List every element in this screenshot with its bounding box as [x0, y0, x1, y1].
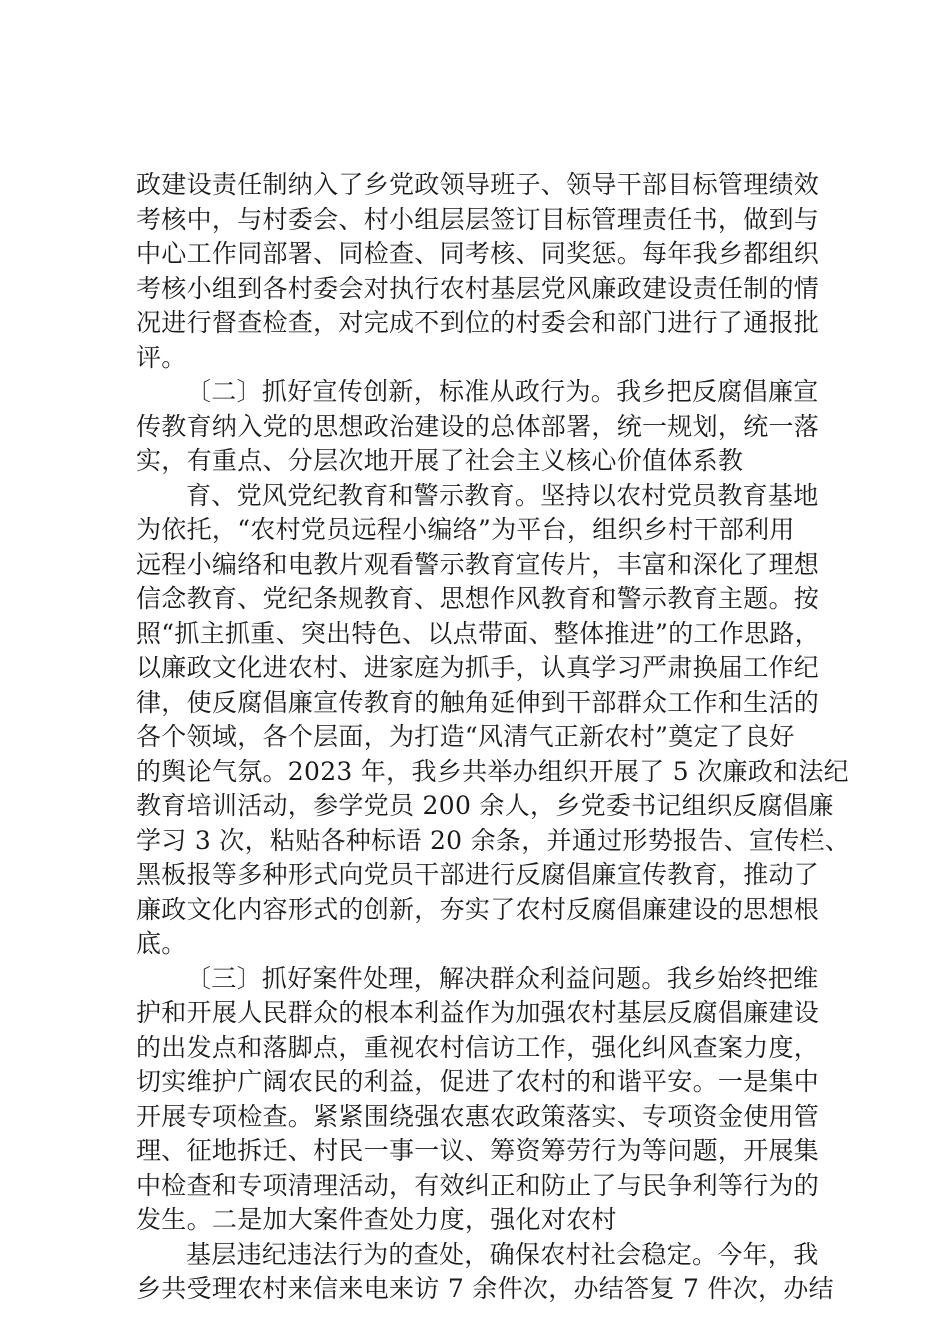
text-line: 以廉政文化进农村、进家庭为抓手，认真学习严肃换届工作纪 [136, 653, 820, 682]
text-line: 律，使反腐倡廉宣传教育的触角延伸到干部群众工作和生活的 [136, 687, 820, 717]
text-line: 发生。二是加大案件查处力度，强化对农村 [136, 1205, 617, 1234]
text-line: 实，有重点、分层次地开展了社会主义核心价值体系教 [136, 446, 744, 475]
text-line: 教育培训活动，参学党员 200 余人，乡党委书记组织反腐倡廉 [136, 791, 834, 820]
text-line: 信念教育、党纪条规教育、思想作风教育和警示教育主题。按 [136, 584, 820, 613]
text-line: 护和开展人民群众的根本利益作为加强农村基层反腐倡廉建设 [136, 998, 820, 1027]
section-heading-line: 〔二〕抓好宣传创新，标准从政行为。我乡把反腐倡廉宣 [186, 377, 819, 406]
text-line: 乡共受理农村来信来电来访 7 余件次，办结答复 7 件次，办结 [136, 1274, 834, 1303]
text-line: 评。 [136, 342, 187, 372]
text-line: 考核小组到各村委会对执行农村基层党风廉政建设责任制的情 [136, 273, 820, 303]
text-line: 的舆论气氛。2023 年，我乡共举办组织开展了 5 次廉政和法纪 [136, 756, 849, 786]
section-heading-line: 〔三〕抓好案件处理，解决群众利益问题。我乡始终把维 [186, 963, 819, 993]
body-text [136, 168, 851, 1307]
text-line: 政建设责任制纳入了乡党政领导班子、领导干部目标管理绩效 [136, 170, 820, 199]
text-line: 考核中，与村委会、村小组层层签订目标管理责任书，做到与 [136, 204, 820, 234]
text-line: 照“抓主抓重、突出特色、以点带面、整体推进”的工作思路， [136, 618, 820, 648]
text-line: 传教育纳入党的思想政治建设的总体部署，统一规划，统一落 [136, 411, 820, 441]
text-line: 学习 3 次，粘贴各种标语 20 余条，并通过形势报告、宣传栏、 [136, 825, 851, 855]
text-line: 各个领域，各个层面，为打造“风清气正新农村”奠定了良好 [136, 722, 795, 751]
text-line: 基层违纪违法行为的查处，确保农村社会稳定。今年，我 [186, 1239, 819, 1269]
text-line: 廉政文化内容形式的创新，夯实了农村反腐倡廉建设的思想根 [136, 894, 820, 924]
text-line: 底。 [136, 929, 187, 958]
text-line: 的出发点和落脚点，重视农村信访工作，强化纠风查案力度， [136, 1032, 820, 1062]
text-line: 为依托，“农村党员远程小编络”为平台，组织乡村干部利用 [136, 515, 795, 544]
text-line: 中检查和专项清理活动，有效纠正和防止了与民争利等行为的 [136, 1170, 820, 1200]
text-line: 况进行督查检查，对完成不到位的村委会和部门进行了通报批 [136, 308, 820, 337]
text-line: 远程小编络和电教片观看警示教育宣传片，丰富和深化了理想 [136, 549, 820, 579]
text-line: 中心工作同部署、同检查、同考核、同奖惩。每年我乡都组织 [136, 239, 820, 268]
text-line: 理、征地拆迁、村民一事一议、筹资筹劳行为等问题，开展集 [136, 1136, 820, 1165]
text-line: 育、党风党纪教育和警示教育。坚持以农村党员教育基地 [186, 480, 819, 510]
text-line: 切实维护广阔农民的利益，促进了农村的和谐平安。一是集中 [136, 1067, 820, 1096]
text-line: 开展专项检查。紧紧围绕强农惠农政策落实、专项资金使用管 [136, 1101, 820, 1131]
text-line: 黑板报等多种形式向党员干部进行反腐倡廉宣传教育，推动了 [136, 860, 820, 889]
